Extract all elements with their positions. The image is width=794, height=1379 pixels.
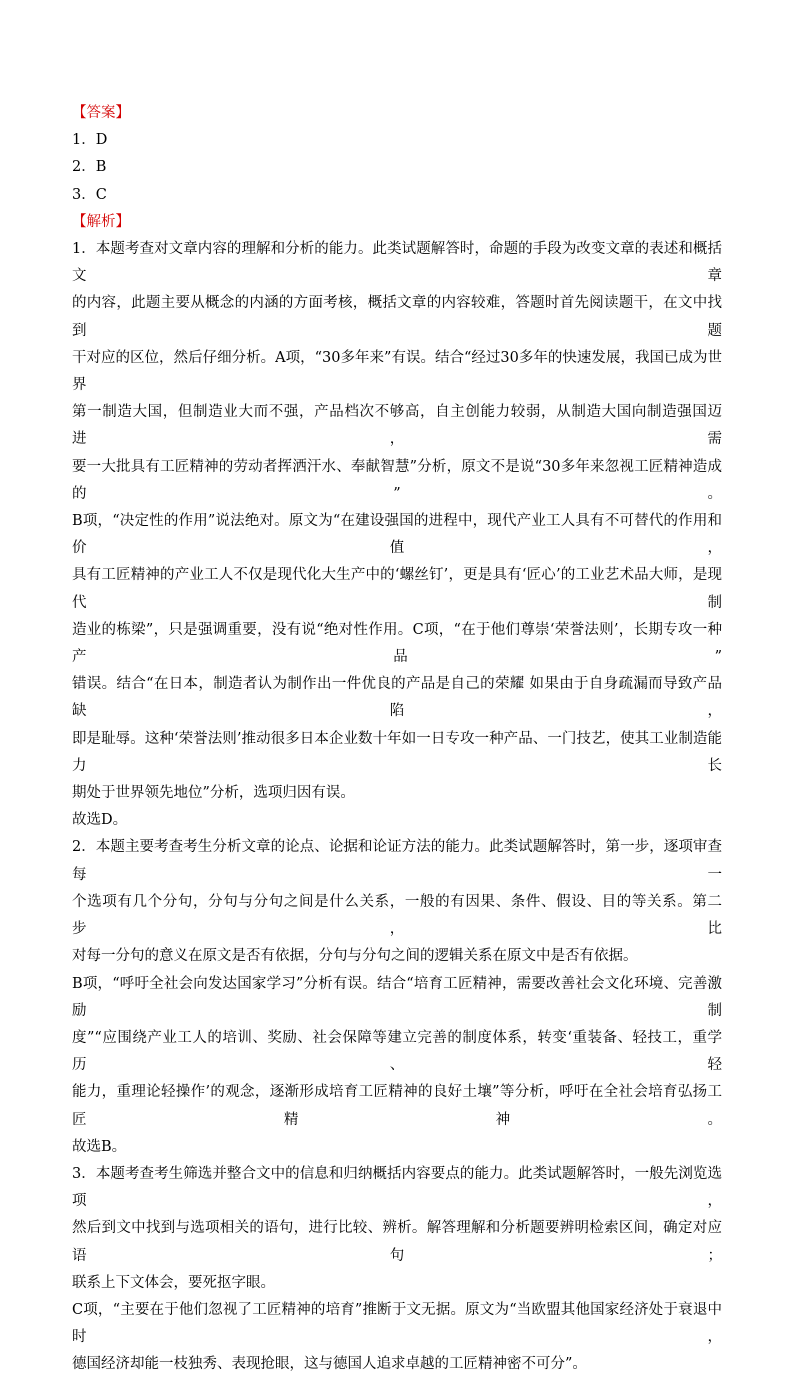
answer-item-2: 2．B bbox=[72, 159, 107, 176]
analysis-line: 要一大批具有工匠精神的劳动者挥洒汗水、奉献智慧”分析，原文不是说“30多年来忽视工匠精神造成的”。 bbox=[72, 458, 722, 502]
analysis-line: 度”“应围绕产业工人的培训、奖励、社会保障等建立完善的制度体系，转变‘重装备、轻技工，重学历、轻 bbox=[72, 1029, 722, 1074]
document-body bbox=[72, 100, 722, 1379]
answer-heading: 【答案】 bbox=[72, 105, 130, 121]
analysis-line: 造业的栋梁”，只是强调重要，没有说“绝对性作用。C项，“在于他们尊崇‘荣誉法则’，长期专攻一种产品” bbox=[72, 621, 722, 666]
analysis-line: 能力，重理论轻操作’的观念，逐渐形成培育工匠精神的良好土壤”等分析，呼吁在全社会培育弘扬工匠精神。 bbox=[72, 1084, 722, 1128]
analysis-line: 德国经济却能一枝独秀、表现抢眼，这与德国人追求卓越的工匠精神密不可分”。 bbox=[72, 1356, 587, 1373]
analysis-line: 的内容，此题主要从概念的内涵的方面考核，概括文章的内容较难，答题时首先阅读题干，在文中找到题 bbox=[72, 295, 722, 339]
analysis-line: 个选项有几个分句，分句与分句之间是什么关系，一般的有因果、条件、假设、目的等关系。第二步，比 bbox=[72, 893, 722, 938]
analysis-line: 联系上下文体会，要死抠字眼。 bbox=[72, 1274, 275, 1291]
analysis-line: 然后到文中找到与选项相关的语句，进行比较、辨析。解答理解和分析题要辨明检索区间，确定对应语句； bbox=[72, 1220, 722, 1264]
answer-item-3: 3．C bbox=[72, 186, 107, 203]
analysis-heading: 【解析】 bbox=[72, 213, 130, 230]
analysis-line: 干对应的区位，然后仔细分析。A项，“30多年来”有误。结合“经过30多年的快速发展，我国已成为世界 bbox=[72, 349, 722, 394]
analysis-line: 期处于世界领先地位”分析，选项归因有误。 bbox=[72, 785, 355, 802]
analysis-line: 即是耻辱。这种‘荣誉法则’推动很多日本企业数十年如一日专攻一种产品、一门技艺，使其工业制造能力长 bbox=[72, 730, 722, 774]
analysis-conclusion: 故选B。 bbox=[72, 1138, 127, 1155]
analysis-line: C项，“主要在于他们忽视了工匠精神的培育”推断于文无据。原文为“当欧盟其他国家经济处于衰退中时， bbox=[72, 1301, 722, 1346]
analysis-line: 错误。结合“在日本，制造者认为制作出一件优良的产品是自己的荣耀 如果由于自身疏漏而导致产品缺陷， bbox=[72, 676, 722, 720]
analysis-line: B项，“决定性的作用”说法绝对。原文为“在建设强国的进程中，现代产业工人具有不可替代的作用和价值， bbox=[72, 513, 722, 557]
analysis-line: 具有工匠精神的产业工人不仅是现代化大生产中的‘螺丝钉’，更是具有‘匠心’的工业艺术品大师，是现代制 bbox=[72, 567, 722, 611]
analysis-line: 1．本题考查对文章内容的理解和分析的能力。此类试题解答时，命题的手段为改变文章的表述和概括文章 bbox=[72, 241, 722, 285]
answer-item-1: 1．D bbox=[72, 132, 108, 149]
analysis-line: 对每一分句的意义在原文是否有依据，分句与分句之间的逻辑关系在原文中是否有依据。 bbox=[72, 948, 638, 965]
analysis-line: B项，“呼吁全社会向发达国家学习”分析有误。结合“培育工匠精神，需要改善社会文化环境、完善激励制 bbox=[72, 975, 722, 1019]
analysis-conclusion: 故选D。 bbox=[72, 812, 128, 829]
analysis-line: 3．本题考查考生筛选并整合文中的信息和归纳概括内容要点的能力。此类试题解答时，一般先浏览选项， bbox=[72, 1165, 722, 1210]
analysis-line: 第一制造大国，但制造业大而不强，产品档次不够高，自主创能力较弱，从制造大国向制造强国迈进，需 bbox=[72, 404, 722, 448]
analysis-line: 2．本题主要考查考生分析文章的论点、论据和论证方法的能力。此类试题解答时，第一步，逐项审查每一 bbox=[72, 839, 722, 883]
